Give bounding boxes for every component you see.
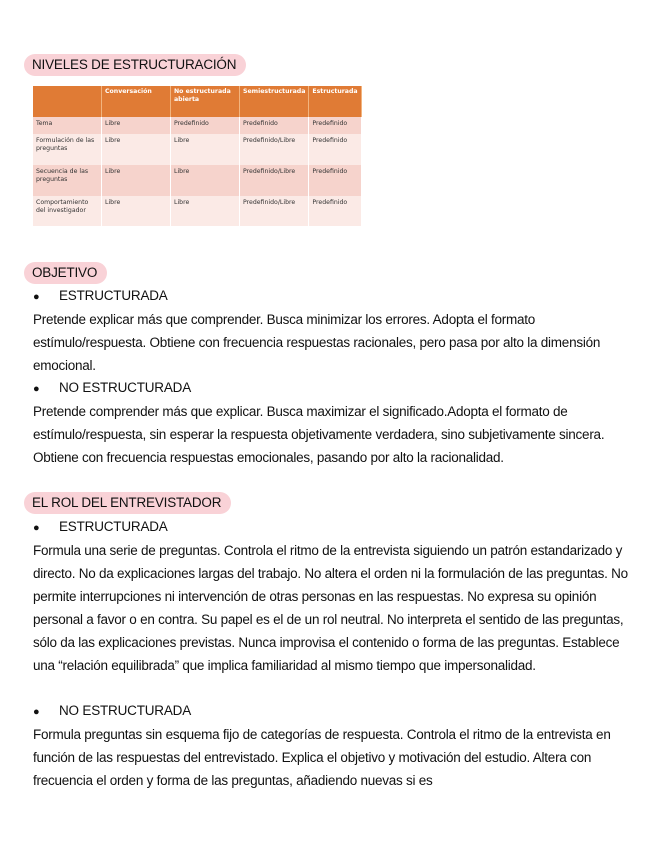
table-header-cell: Conversación [102,86,171,117]
table-cell: Libre [171,165,240,196]
bullet-dot: ● [33,383,40,395]
table-header-cell: Semiestructurada [240,86,309,117]
heading-rol-entrevistador: EL ROL DEL ENTREVISTADOR [24,492,231,514]
table-cell: Predefinido/Libre [240,165,309,196]
table-cell: Formulación de las preguntas [33,134,102,165]
table-row [33,165,362,196]
bullet-label: NO ESTRUCTURADA [59,703,192,718]
levels-table [33,86,362,226]
table-cell: Predefinido/Libre [240,196,309,226]
table-cell: Predefinido [309,134,362,165]
paragraph-objetivo-no-estructurada: Pretende comprender más que explicar. Busca maximizar el significado.Adopta el formato de estímulo/respuesta, sin esperar la respuesta objetivamente verdadera, sino subjetivamente sincera. Obtiene con frecuencia respuestas emocionales, pasando por alto la racionalidad. [33,404,605,465]
table-row [33,117,362,134]
paragraph-rol-no-estructurada: Formula preguntas sin esquema fijo de categorías de respuesta. Controla el ritmo de la entrevista en función de las respuestas del entrevistado. Explica el objetivo y motivación del estudio. Altera con frecuencia el orden y forma de las preguntas, añadiendo nuevas si es [33,727,611,788]
table-cell: Tema [33,117,102,134]
bullet-rol-estructurada [33,517,168,537]
table-header-cell [33,86,102,117]
heading-niveles-estructuracion: NIVELES DE ESTRUCTURACIÓN [24,54,246,76]
bullet-objetivo-no-estructurada [33,378,191,398]
bullet-label: NO ESTRUCTURADA [59,380,192,395]
table-cell: Predefinido/Libre [240,134,309,165]
table-cell: Predefinido [309,165,362,196]
table-cell: Predefinido [240,117,309,134]
bullet-label: ESTRUCTURADA [59,288,168,303]
table-row [33,196,362,226]
table-cell: Libre [102,134,171,165]
table-cell: Libre [102,196,171,226]
heading-objetivo: OBJETIVO [24,262,107,284]
table-row [33,134,362,165]
paragraph-objetivo-estructurada: Pretende explicar más que comprender. Busca minimizar los errores. Adopta el formato estímulo/respuesta. Obtiene con frecuencia respuestas racionales, pero pasa por alto la dimensión emocional. [33,312,601,373]
table-cell: Libre [102,165,171,196]
levels-table-image [33,86,362,226]
table-cell: Libre [171,196,240,226]
table-cell: Predefinido [171,117,240,134]
table-cell: Predefinido [309,117,362,134]
bullet-objetivo-estructurada [33,286,168,306]
bullet-dot: ● [33,291,40,303]
table-header-cell: Estructurada [309,86,362,117]
table-header-row [33,86,362,117]
bullet-label: ESTRUCTURADA [59,519,168,534]
table-cell: Libre [102,117,171,134]
bullet-rol-no-estructurada [33,701,191,721]
table-cell: Comportamiento del investigador [33,196,102,226]
table-cell: Secuencia de las preguntas [33,165,102,196]
table-header-cell: No estructurada abierta [171,86,240,117]
table-cell: Libre [171,134,240,165]
bullet-dot: ● [33,706,40,718]
bullet-dot: ● [33,522,40,534]
paragraph-rol-estructurada: Formula una serie de preguntas. Controla el ritmo de la entrevista siguiendo un patrón estandarizado y directo. No da explicaciones largas del trabajo. No altera el orden ni la formulación de las preguntas. No permite interrupciones ni intervención de otras personas en las respuestas. No expresa su opinión personal a favor o en contra. Su papel es el de un rol neutral. No interpreta el sentido de las preguntas, sólo da las explicaciones previstas. Nunca improvisa el contenido o forma de las preguntas. Establece una “relación equilibrada” que implica familiaridad al mismo tiempo que impersonalidad. [33,543,628,673]
table-cell: Predefinido [309,196,362,226]
